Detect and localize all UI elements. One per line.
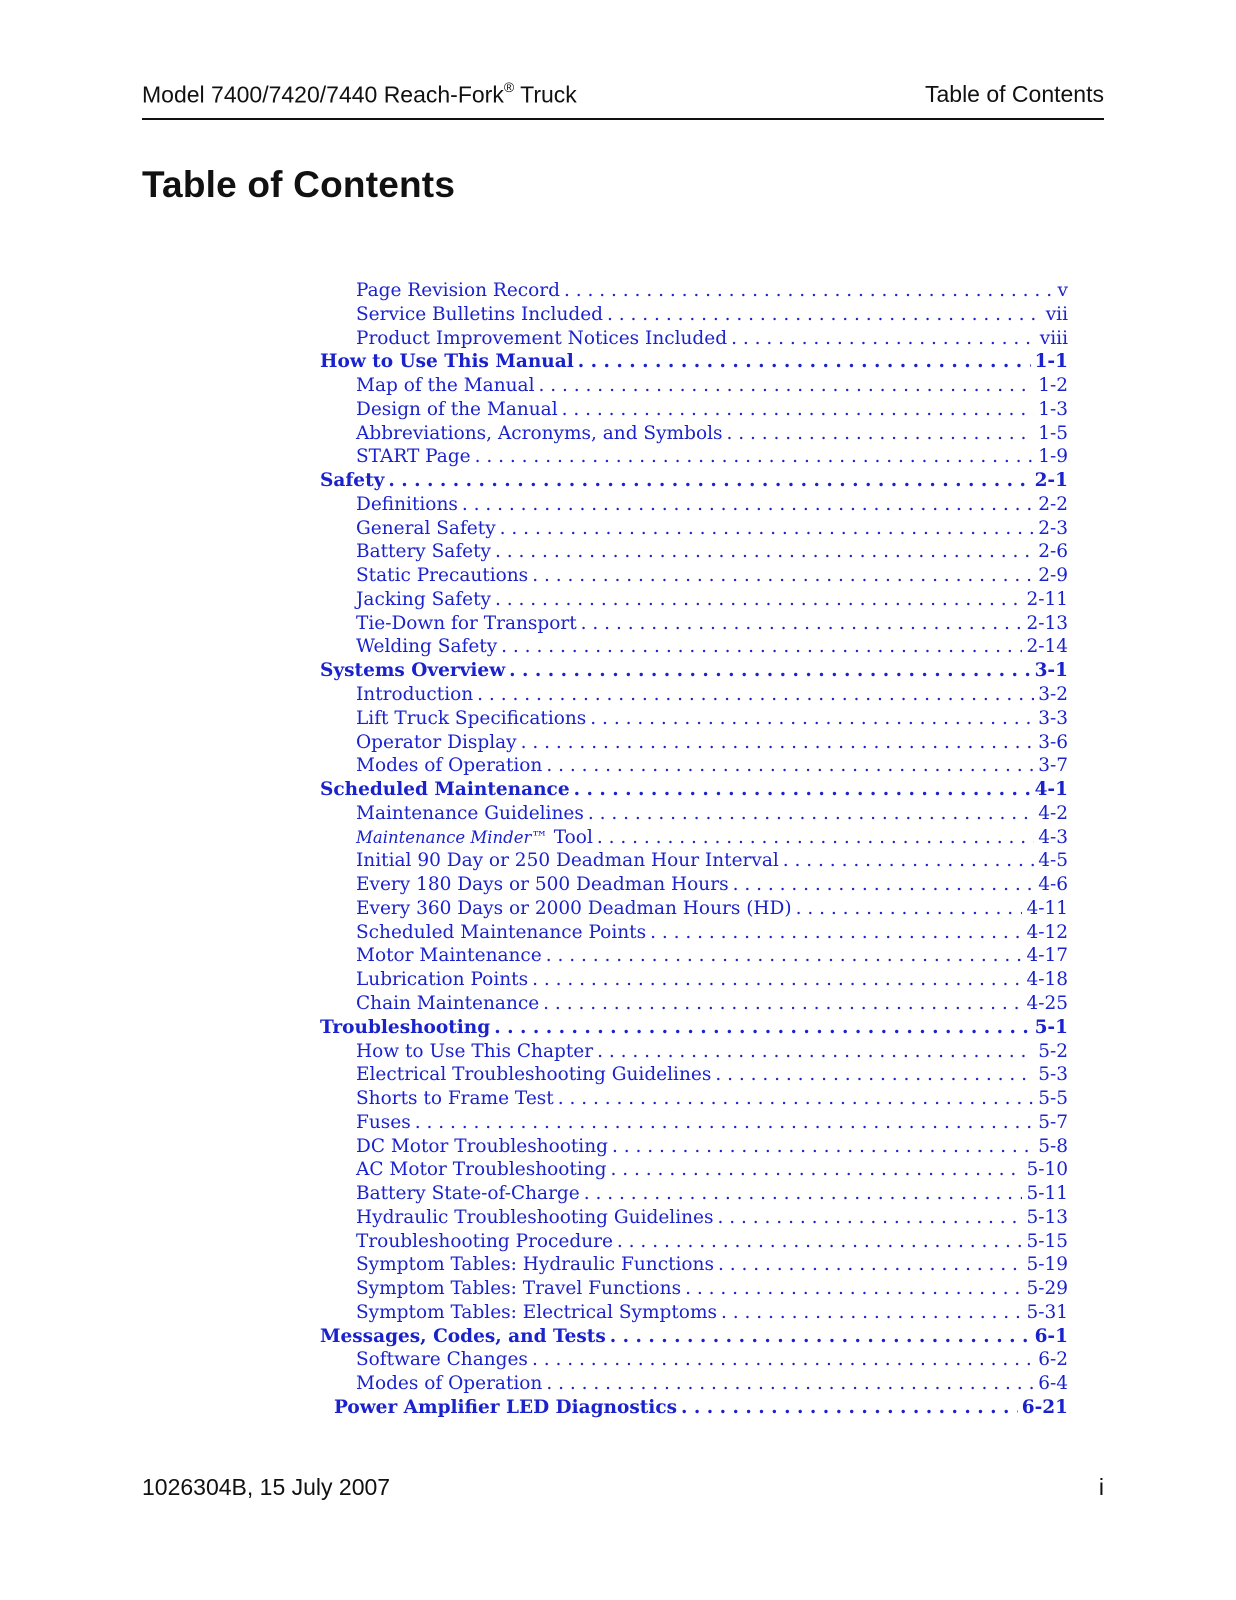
dot-leader (597, 826, 1034, 850)
toc-entry-label: General Safety (356, 517, 496, 539)
toc-entry-link[interactable] (320, 1301, 1068, 1325)
toc-page-number: 2-6 (1038, 541, 1068, 563)
toc-page-number: 3-6 (1038, 731, 1068, 753)
toc-page-number: 2-2 (1038, 493, 1068, 515)
footer-document-id: 1026304B, 15 July 2007 (142, 1474, 391, 1500)
dot-leader (546, 1372, 1034, 1396)
dot-leader (546, 754, 1034, 778)
toc-entry-label: Every 360 Days or 2000 Deadman Hours (HD) (356, 897, 792, 919)
toc-entry-label: How to Use This Manual (320, 351, 574, 373)
dot-leader (721, 1301, 1022, 1325)
toc-entry-link[interactable] (320, 374, 1068, 398)
toc-page-number: 3-1 (1034, 660, 1068, 682)
toc-entry-label: Every 180 Days or 500 Deadman Hours (356, 874, 729, 896)
toc-page-number: 5-11 (1026, 1183, 1068, 1205)
toc-chapter-link[interactable] (320, 469, 1068, 493)
toc-entry-link[interactable] (320, 1111, 1068, 1135)
toc-entry-link[interactable] (320, 422, 1068, 446)
dot-leader (521, 731, 1035, 755)
toc-page-number: 6-4 (1038, 1373, 1068, 1395)
dot-leader (796, 897, 1023, 921)
toc-entry-link[interactable] (320, 944, 1068, 968)
toc-entry-label: Introduction (356, 684, 474, 706)
dot-leader (617, 1230, 1023, 1254)
toc-entry-label: Product Improvement Notices Included (356, 327, 728, 349)
footer-page-number: i (1098, 1474, 1104, 1500)
toc-entry-label: Maintenance Guidelines (356, 802, 584, 824)
dot-leader (681, 1396, 1018, 1420)
dot-leader (501, 635, 1022, 659)
toc-entry-label: Chain Maintenance (356, 992, 540, 1014)
dot-leader (388, 469, 1030, 493)
dot-leader (532, 968, 1022, 992)
dot-leader (495, 588, 1022, 612)
toc-page-number: 5-1 (1034, 1016, 1068, 1038)
toc-entry-link[interactable] (320, 1230, 1068, 1254)
toc-entry-label: Shorts to Frame Test (356, 1088, 554, 1110)
toc-entry-link[interactable] (320, 1206, 1068, 1230)
toc-chapter-link[interactable] (320, 1016, 1068, 1040)
dot-leader (578, 350, 1031, 374)
toc-entry-link[interactable] (320, 802, 1068, 826)
toc-entry-label: Operator Display (356, 731, 517, 753)
dot-leader (718, 1206, 1023, 1230)
toc-chapter-link[interactable] (320, 1325, 1068, 1349)
dot-leader (509, 659, 1030, 683)
dot-leader (546, 944, 1023, 968)
toc-entry-link[interactable] (320, 588, 1068, 612)
toc-entry-link[interactable] (320, 1040, 1068, 1064)
toc-entry-link[interactable] (320, 398, 1068, 422)
toc-page-number: 4-1 (1034, 779, 1068, 801)
toc-entry-link[interactable] (320, 873, 1068, 897)
toc-entry-label: Symptom Tables: Electrical Symptoms (356, 1301, 717, 1323)
toc-entry-link[interactable] (320, 1277, 1068, 1301)
toc-page-number: 6-21 (1021, 1396, 1068, 1418)
toc-page-number: 5-15 (1026, 1230, 1068, 1252)
dot-leader (477, 683, 1034, 707)
toc-entry-link[interactable] (320, 279, 1068, 303)
toc-page-number: 5-10 (1026, 1159, 1068, 1181)
registered-mark: ® (503, 79, 515, 95)
toc-entry-link[interactable] (320, 1348, 1068, 1372)
toc-page-number: 5-13 (1026, 1206, 1068, 1228)
dot-leader (543, 992, 1022, 1016)
toc-page-number: 5-29 (1026, 1278, 1068, 1300)
toc-page-number: 3-7 (1038, 755, 1068, 777)
toc-entry-link[interactable] (320, 1253, 1068, 1277)
toc-chapter-link[interactable] (320, 659, 1068, 683)
toc-page-number: 6-1 (1034, 1325, 1068, 1347)
toc-entry-link[interactable] (320, 897, 1068, 921)
toc-page-number: 1-3 (1038, 398, 1068, 420)
toc-entry-link[interactable] (320, 445, 1068, 469)
toc-page-number: 5-7 (1038, 1111, 1068, 1133)
toc-chapter-link[interactable] (320, 778, 1068, 802)
dot-leader (588, 802, 1034, 826)
toc-entry-label: START Page (356, 446, 471, 468)
toc-entry-link[interactable] (320, 1087, 1068, 1111)
toc-entry-link[interactable] (320, 921, 1068, 945)
toc-page-number: 1-5 (1038, 422, 1068, 444)
toc-page-number: 5-2 (1038, 1040, 1068, 1062)
toc-page-number: 2-14 (1026, 636, 1068, 658)
table-of-contents (320, 279, 1068, 1420)
header-section-title: Table of Contents (924, 81, 1104, 107)
dot-leader (597, 1040, 1034, 1064)
dot-leader (590, 707, 1034, 731)
toc-entry-link[interactable] (320, 849, 1068, 873)
toc-page-number: 4-11 (1026, 897, 1068, 919)
dot-leader (731, 327, 1036, 351)
toc-entry-label-suffix: Tool (547, 826, 593, 848)
toc-entry-label: Design of the Manual (356, 398, 558, 420)
toc-page-number: 4-6 (1038, 874, 1068, 896)
toc-page-number: 4-2 (1038, 802, 1068, 824)
toc-entry-label: Battery State-of-Charge (356, 1183, 580, 1205)
toc-page-number: 5-8 (1038, 1135, 1068, 1157)
toc-page-number: 5-19 (1026, 1254, 1068, 1276)
toc-page-number: 5-3 (1038, 1064, 1068, 1086)
dot-leader (715, 1063, 1034, 1087)
toc-entry-link[interactable] (320, 1182, 1068, 1206)
toc-entry-link[interactable] (320, 1063, 1068, 1087)
toc-entry-label: AC Motor Troubleshooting (356, 1159, 607, 1181)
toc-entry-link[interactable] (320, 540, 1068, 564)
toc-page-number: 1-2 (1038, 375, 1068, 397)
toc-page-number: 1-9 (1038, 446, 1068, 468)
toc-entry-label: Symptom Tables: Travel Functions (356, 1278, 682, 1300)
toc-page-number: 4-25 (1026, 992, 1068, 1014)
header-document-title: Model 7400/7420/7440 Reach-Fork® Truck (142, 79, 577, 108)
dot-leader (562, 398, 1035, 422)
toc-page-number: 4-12 (1026, 921, 1068, 943)
toc-page-number: 1-1 (1034, 351, 1068, 373)
toc-entry-link[interactable] (320, 564, 1068, 588)
toc-entry-label: Welding Safety (356, 636, 498, 658)
toc-entry-link[interactable] (320, 731, 1068, 755)
dot-leader (718, 1253, 1022, 1277)
toc-entry-label: Modes of Operation (356, 755, 543, 777)
toc-page-number: vii (1045, 303, 1068, 325)
toc-entry-link[interactable] (320, 327, 1068, 351)
toc-page-number: 5-5 (1038, 1088, 1068, 1110)
toc-page-number: 2-9 (1038, 565, 1068, 587)
toc-entry-label: Lift Truck Specifications (356, 707, 587, 729)
toc-entry-link[interactable] (320, 754, 1068, 778)
toc-entry-label: Service Bulletins Included (356, 303, 604, 325)
dot-leader (733, 873, 1035, 897)
page-footer (142, 1474, 1104, 1501)
toc-entry-label: DC Motor Troubleshooting (356, 1135, 608, 1157)
toc-entry-label: Scheduled Maintenance Points (356, 921, 647, 943)
toc-entry-label: Modes of Operation (356, 1373, 543, 1395)
dot-leader (610, 1325, 1031, 1349)
dot-leader (650, 921, 1022, 945)
toc-page-number: v (1057, 280, 1068, 301)
dot-leader (581, 612, 1023, 636)
toc-entry-label: Scheduled Maintenance (320, 779, 570, 801)
toc-entry-label: Tie-Down for Transport (356, 612, 577, 634)
dot-leader (475, 445, 1035, 469)
dot-leader (607, 303, 1042, 327)
toc-entry-label: Map of the Manual (356, 375, 535, 397)
toc-entry-link[interactable] (320, 826, 1068, 850)
toc-entry-label: Messages, Codes, and Tests (320, 1325, 606, 1347)
toc-entry-label: Safety (320, 470, 385, 492)
toc-page-number: viii (1039, 327, 1068, 349)
toc-entry-label: Systems Overview (320, 660, 506, 682)
toc-page-number: 5-31 (1026, 1301, 1068, 1323)
toc-entry-link[interactable] (320, 1135, 1068, 1159)
toc-entry-label: Battery Safety (356, 541, 492, 563)
toc-page-number: 4-5 (1038, 850, 1068, 872)
toc-entry-link[interactable] (320, 612, 1068, 636)
toc-entry-link[interactable] (320, 707, 1068, 731)
dot-leader (495, 540, 1034, 564)
toc-page-number: 4-17 (1026, 945, 1068, 967)
toc-entry-link[interactable] (320, 1158, 1068, 1182)
toc-entry-link[interactable] (320, 992, 1068, 1016)
toc-entry-label: Lubrication Points (356, 969, 529, 991)
toc-entry-label: Power Amplifier LED Diagnostics (334, 1396, 678, 1418)
toc-entry-label: Symptom Tables: Hydraulic Functions (356, 1254, 714, 1276)
toc-page-number: 4-18 (1026, 969, 1068, 991)
dot-leader (494, 1016, 1030, 1040)
toc-entry-link[interactable] (320, 968, 1068, 992)
toc-entry-label: Abbreviations, Acronyms, and Symbols (356, 422, 723, 444)
dot-leader (558, 1087, 1035, 1111)
toc-entry-link[interactable] (320, 303, 1068, 327)
toc-entry-label: Motor Maintenance (356, 945, 542, 967)
toc-entry-label (356, 826, 593, 850)
dot-leader (783, 849, 1034, 873)
toc-entry-label: Page Revision Record (356, 280, 560, 301)
dot-leader (685, 1277, 1022, 1301)
toc-entry-label: Electrical Troubleshooting Guidelines (356, 1064, 712, 1086)
toc-entry-link[interactable] (320, 493, 1068, 517)
dot-leader (415, 1111, 1035, 1135)
toc-chapter-link[interactable] (320, 1396, 1068, 1420)
dot-leader (612, 1135, 1034, 1159)
toc-entry-label-italic: Maintenance Minder™ (356, 827, 548, 847)
toc-page-number: 2-3 (1038, 517, 1068, 539)
toc-entry-label: Jacking Safety (356, 588, 491, 610)
dot-leader (564, 279, 1054, 303)
toc-entry-label: Initial 90 Day or 250 Deadman Hour Interval (356, 850, 779, 872)
toc-entry-label: Definitions (356, 493, 458, 515)
toc-page-number: 3-2 (1038, 684, 1068, 706)
dot-leader (500, 517, 1035, 541)
dot-leader (727, 422, 1035, 446)
toc-entry-label: Troubleshooting Procedure (356, 1230, 613, 1252)
toc-entry-label: Hydraulic Troubleshooting Guidelines (356, 1206, 714, 1228)
toc-page-number: 6-2 (1038, 1349, 1068, 1371)
toc-page-number: 2-13 (1026, 612, 1068, 634)
toc-entry-label: Troubleshooting (320, 1016, 491, 1038)
dot-leader (584, 1182, 1023, 1206)
dot-leader (611, 1158, 1023, 1182)
page-title: Table of Contents (142, 164, 456, 205)
toc-entry-label: Fuses (356, 1111, 411, 1133)
toc-entry-link[interactable] (320, 635, 1068, 659)
toc-entry-label: Software Changes (356, 1349, 528, 1371)
toc-entry-link[interactable] (320, 1372, 1068, 1396)
toc-page-number: 4-3 (1038, 826, 1068, 848)
toc-page-number: 2-1 (1034, 470, 1068, 492)
dot-leader (532, 564, 1034, 588)
toc-entry-link[interactable] (320, 517, 1068, 541)
toc-chapter-link[interactable] (320, 350, 1068, 374)
dot-leader (539, 374, 1035, 398)
dot-leader (532, 1348, 1034, 1372)
toc-entry-link[interactable] (320, 683, 1068, 707)
toc-entry-label: Static Precautions (356, 565, 529, 587)
toc-entry-label: How to Use This Chapter (356, 1040, 594, 1062)
toc-page-number: 3-3 (1038, 707, 1068, 729)
page-header (142, 78, 1104, 120)
dot-leader (574, 778, 1031, 802)
dot-leader (462, 493, 1034, 517)
toc-page-number: 2-11 (1026, 588, 1068, 610)
